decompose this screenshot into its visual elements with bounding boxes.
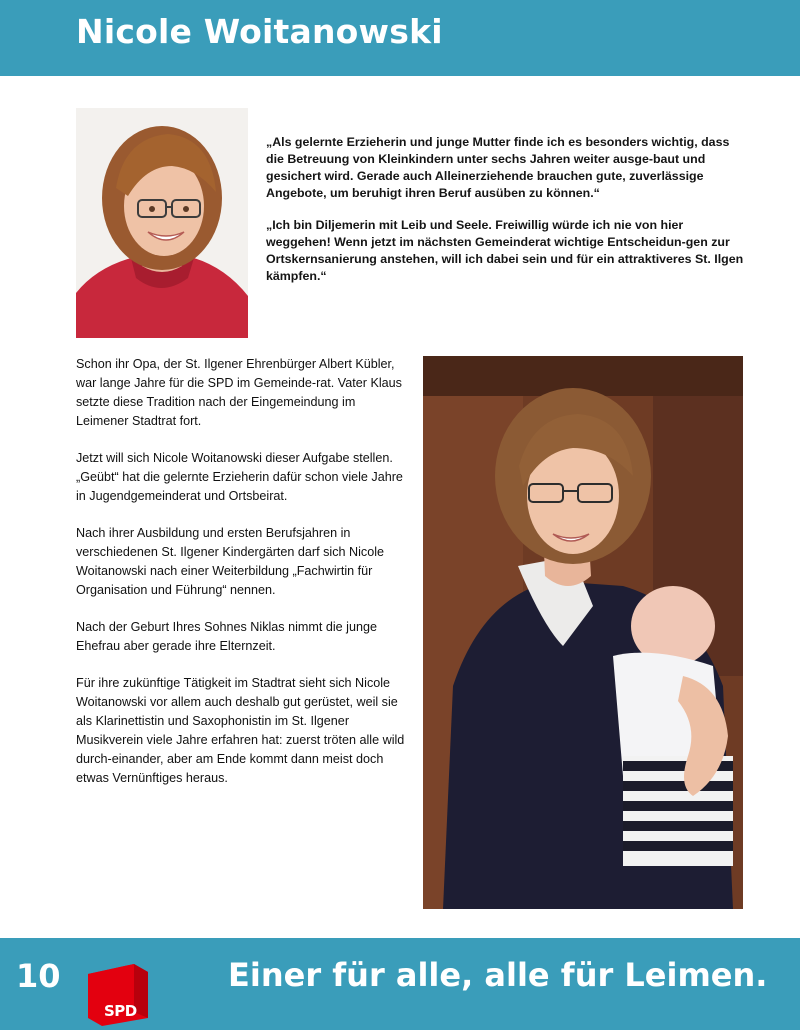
- page-title: Nicole Woitanowski: [76, 12, 443, 51]
- body-paragraph-5: Für ihre zukünftige Tätigkeit im Stadtrat sieht sich Nicole Woitanowski vor allem auch deshalb gut gerüstet, weil sie als Klarinettistin und Saxophonistin im St. Ilgener Musikverein viele Jahre erfahren hat: zuerst tröten alle wild durch-einander, aber am Ende kommt dann meist doch etwas Vernünftiges heraus.: [76, 676, 405, 785]
- page-number: 10: [16, 957, 61, 995]
- portrait-photo: [76, 108, 248, 338]
- quote-block: [266, 134, 744, 300]
- body-paragraph-3: Nach ihrer Ausbildung und ersten Berufsjahren in verschiedenen St. Ilgener Kindergärten darf sich Nicole Woitanowski nach einer Weiterbildung „Fachwirtin für Organisation und Führung“ nennen.: [76, 526, 385, 597]
- slogan: Einer für alle, alle für Leimen.: [228, 956, 768, 994]
- body-paragraph-4: Nach der Geburt Ihres Sohnes Niklas nimmt die junge Ehefrau aber gerade ihre Elternzeit.: [76, 620, 377, 653]
- spd-logo-text: SPD: [104, 1002, 137, 1020]
- body-text: [76, 355, 406, 806]
- quote-2: „Ich bin Diljemerin mit Leib und Seele. Freiwillig würde ich nie von hier weggehen! Wenn jetzt im nächsten Gemeinderat wichtige Entscheidun-gen zur Ortskernsanierung anstehen, will ich dabei sein und für ein attraktiveres St. Ilgen kämpfen.“: [266, 218, 744, 283]
- body-paragraph-2: Jetzt will sich Nicole Woitanowski dieser Aufgabe stellen. „Geübt“ hat die gelernte Erzieherin dafür schon viele Jahre in Jugendgemeinderat und Ortsbeirat.: [76, 451, 403, 503]
- mother-baby-photo: [423, 356, 743, 909]
- quote-1: „Als gelernte Erzieherin und junge Mutter finde ich es besonders wichtig, dass die Betreuung von Kleinkindern unter sechs Jahren weiter ausge-baut und gesichert wird. Gerade auch Alleinerziehende brauchen gute, zuverlässige Angebote, um beruhigt ihren Beruf ausüben zu können.“: [266, 135, 730, 200]
- body-paragraph-1: Schon ihr Opa, der St. Ilgener Ehrenbürger Albert Kübler, war lange Jahre für die SPD im Gemeinde-rat. Vater Klaus setzte diese Tradition nach der Eingemeindung im Leimener Stadtrat fort.: [76, 357, 402, 428]
